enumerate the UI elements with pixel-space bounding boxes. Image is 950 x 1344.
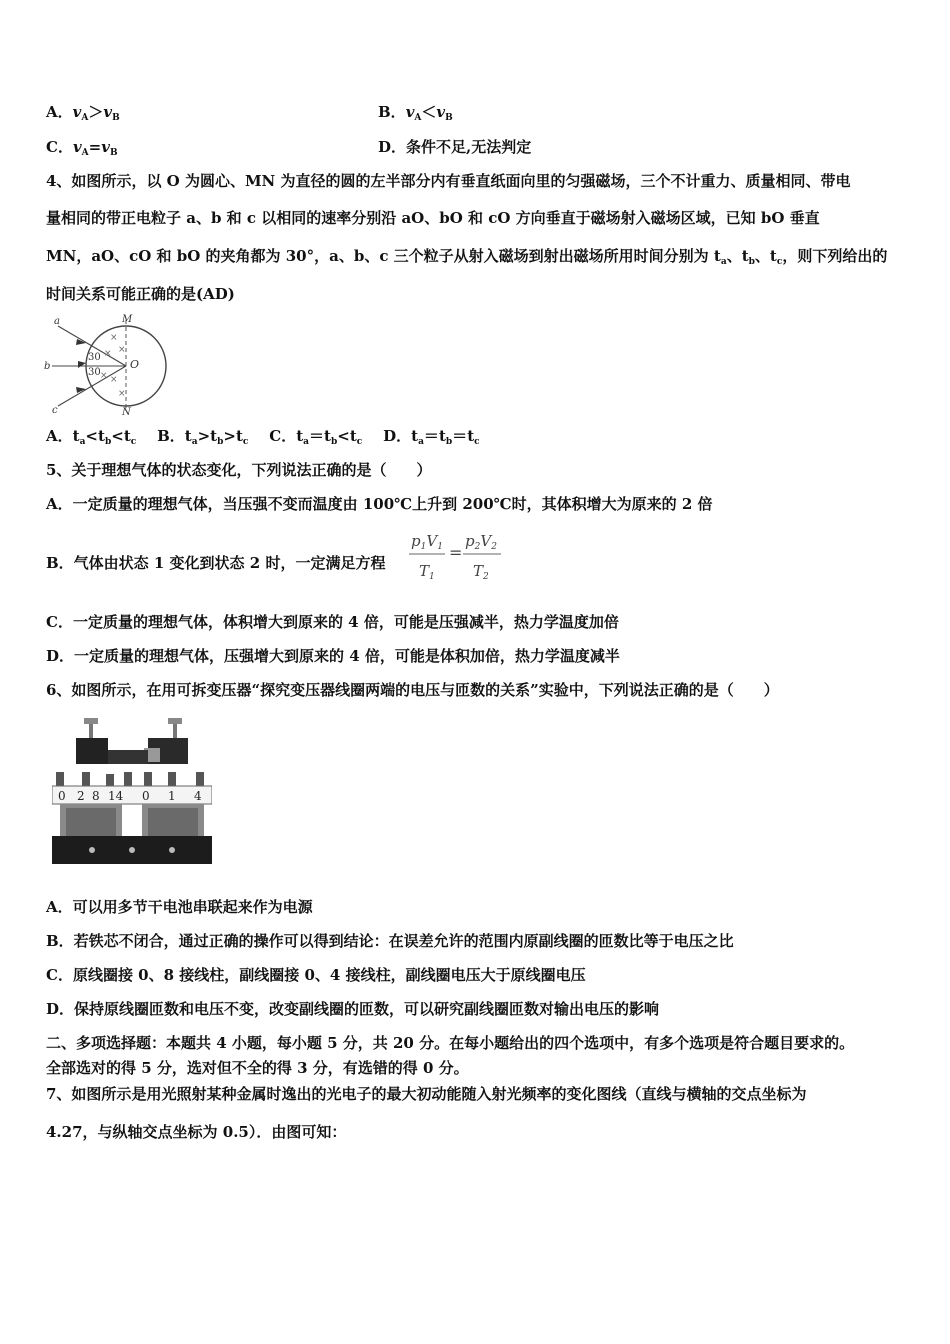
label-c: c — [52, 405, 58, 416]
q4-stem-line3: MN，aO、cO 和 bO 的夹角都为 30°，a、b、c 三个粒子从射入磁场到射出磁场所用时间分别为 $t_a$、$t_b$、$t_c$，则下列给出的 — [46, 247, 888, 267]
q6-option-a: A．可以用多节干电池串联起来作为电源 — [46, 898, 313, 916]
q6-option-b: B．若铁芯不闭合，通过正确的操作可以得到结论：在误差允许的范围内原副线圈的匝数比等于电压之比 — [46, 932, 734, 950]
svg-text:0: 0 — [142, 789, 150, 803]
label-n: N — [122, 407, 131, 416]
svg-text:×: × — [110, 333, 118, 343]
label-b: b — [44, 361, 51, 372]
label-a: a — [54, 316, 60, 327]
q6-stem: 6、如图所示，在用可拆变压器“探究变压器线圈两端的电压与匝数的关系”实验中，下列说法正确的是（ ） — [46, 681, 779, 699]
q4-stem-line4: 时间关系可能正确的是(AD) — [46, 285, 235, 303]
q5-option-d: D．一定质量的理想气体，压强增大到原来的 4 倍，可能是体积加倍，热力学温度减半 — [46, 647, 620, 665]
svg-text:p2V2: $p_2V_2$ — [465, 532, 497, 552]
svg-text:14: 14 — [108, 789, 124, 803]
svg-text:T2: $T_2$ — [473, 562, 489, 582]
magnetic-field-figure — [40, 312, 170, 416]
label-m: M — [122, 314, 133, 325]
q7-line1: 7、如图所示是用光照射某种金属时逸出的光电子的最大初动能随入射光频率的变化图线（直线与横轴的交点坐标为 — [46, 1085, 807, 1103]
svg-text:4: 4 — [194, 789, 202, 803]
q5-option-a: A．一定质量的理想气体，当压强不变而温度由 100℃上升到 200℃时，其体积增大为原来的 2 倍 — [46, 495, 713, 513]
svg-text:=: = — [449, 543, 463, 562]
svg-text:×: × — [118, 345, 126, 355]
gas-law-formula — [405, 526, 505, 582]
label-o: O — [130, 358, 140, 371]
q7-line2: 4.27，与纵轴交点坐标为 0.5）．由图可知： — [46, 1123, 347, 1141]
q5-stem: 5、关于理想气体的状态变化，下列说法正确的是（ ） — [46, 461, 432, 479]
svg-text:×: × — [118, 389, 126, 399]
arrow-b — [78, 361, 86, 368]
q4-stem-line1: 4、如图所示，以 O 为圆心、MN 为直径的圆的左半部分内有垂直纸面向里的匀强磁场，三个不计重力、质量相同、带电 — [46, 172, 851, 190]
svg-text:×: × — [104, 349, 112, 359]
svg-text:2: 2 — [77, 789, 85, 803]
svg-text:×: × — [100, 371, 108, 381]
svg-text:8: 8 — [92, 789, 100, 803]
svg-text:×: × — [110, 375, 118, 385]
transformer-figure — [52, 712, 212, 870]
q5-option-c: C．一定质量的理想气体，体积增大到原来的 4 倍，可能是压强减半，热力学温度加倍 — [46, 613, 619, 631]
svg-text:p1V1: $p_1V_1$ — [411, 532, 443, 552]
section2-line1: 二、多项选择题：本题共 4 小题，每小题 5 分，共 20 分。在每小题给出的四个选项中，有多个选项是符合题目要求的。 — [46, 1034, 855, 1052]
angle-top: 30 — [88, 352, 101, 363]
q6-option-d: D．保持原线圈匝数和电压不变，改变副线圈的匝数，可以研究副线圈匝数对输出电压的影响 — [46, 1000, 660, 1018]
q5-option-b: B．气体由状态 1 变化到状态 2 时，一定满足方程 — [46, 554, 386, 572]
option-c: C．$v_A=v_B$ — [46, 138, 118, 158]
option-d: D．条件不足,无法判定 — [378, 138, 532, 156]
q6-option-c: C．原线圈接 0、8 接线柱，副线圈接 0、4 接线柱，副线圈电压大于原线圈电压 — [46, 966, 586, 984]
q4-stem-line2: 量相同的带正电粒子 a、b 和 c 以相同的速率分别沿 aO、bO 和 cO 方向垂直于磁场射入磁场区域，已知 bO 垂直 — [46, 209, 820, 227]
option-a: A．$v_A>v_B$ — [46, 103, 120, 123]
svg-text:0: 0 — [58, 789, 66, 803]
option-b: B．$v_A<v_B$ — [378, 103, 453, 123]
angle-bottom: 30 — [88, 367, 101, 378]
svg-text:1: 1 — [168, 789, 176, 803]
svg-text:T1: $T_1$ — [419, 562, 435, 582]
section2-line2: 全部选对的得 5 分，选对但不全的得 3 分，有选错的得 0 分。 — [46, 1059, 469, 1077]
q4-options: A．$t_a<t_b<t_c$ B．$t_a>t_b>t_c$ C．$t_a=t_b<t_c$ D．$t_a=t_b=t_c$ — [46, 427, 480, 447]
